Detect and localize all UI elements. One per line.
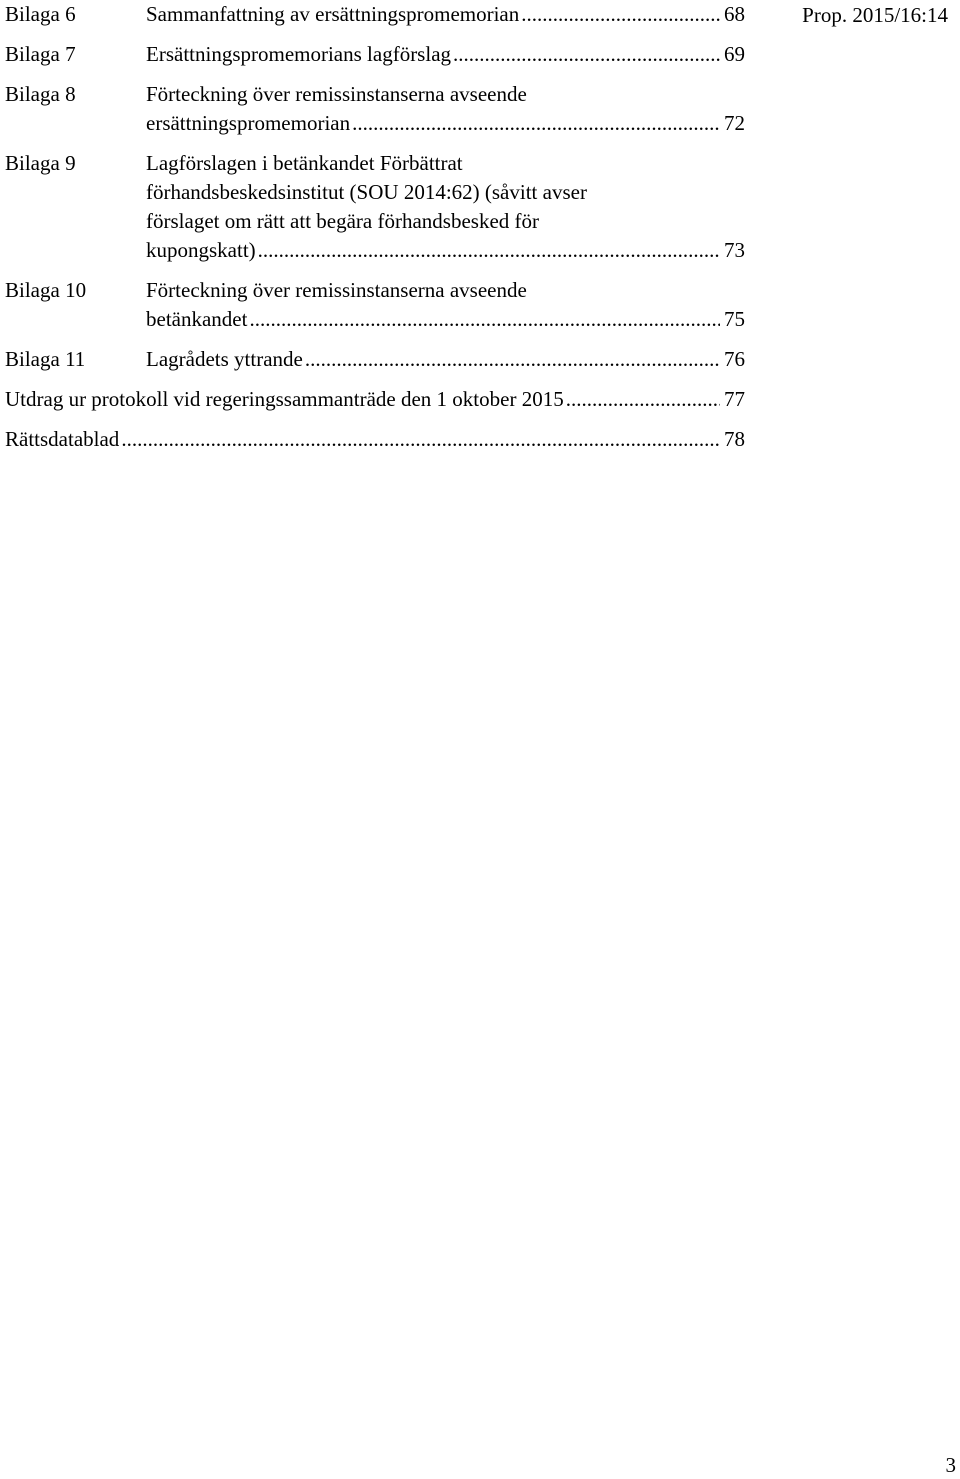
dot-leader: [249, 305, 720, 334]
toc-entry-rattsdatablad[interactable]: [5, 425, 745, 454]
toc-entry-label: Bilaga 6: [5, 2, 76, 26]
dot-leader: [121, 425, 720, 454]
toc-entry-bilaga-7[interactable]: [5, 40, 745, 69]
toc-entry-bilaga-8[interactable]: [5, 80, 745, 138]
page-number: 3: [945, 1453, 956, 1477]
toc-entry-protokoll[interactable]: [5, 385, 745, 414]
dot-leader: [453, 40, 720, 69]
toc-entry-title: Lagrådets yttrande: [146, 347, 303, 371]
toc-entry-label: Bilaga 9: [5, 151, 76, 175]
toc-entry-title-line: ersättningspromemorian: [146, 111, 351, 135]
toc-entry-label: Bilaga 8: [5, 82, 76, 106]
document-reference: Prop. 2015/16:14: [802, 3, 948, 27]
toc-entry-page: 78: [724, 427, 745, 451]
toc-entry-page: 75: [724, 307, 745, 331]
toc-entry-page: 76: [724, 347, 745, 371]
toc-entry-title: Utdrag ur protokoll vid regeringssammanträde den 1 oktober 2015: [5, 387, 564, 411]
toc-entry-title-line: förhandsbeskedsinstitut (SOU 2014:62) (såvitt avser: [146, 180, 587, 204]
dot-leader: [521, 0, 720, 29]
toc-entry-title-line: Lagförslagen i betänkandet Förbättrat: [146, 151, 463, 175]
dot-leader: [566, 385, 720, 414]
toc-entry-title: Ersättningspromemorians lagförslag: [146, 42, 452, 66]
toc-entry-title-line: kupongskatt): [146, 238, 256, 262]
dot-leader: [305, 345, 720, 374]
toc-entry-bilaga-9[interactable]: [5, 149, 745, 265]
toc-entry-label: Bilaga 11: [5, 347, 86, 371]
table-of-contents: [5, 0, 745, 454]
toc-entry-page: 73: [724, 238, 745, 262]
toc-entry-title-line: betänkandet: [146, 307, 248, 331]
toc-entry-bilaga-6[interactable]: [5, 0, 745, 29]
toc-entry-title-line: Förteckning över remissinstanserna avseende: [146, 82, 527, 106]
toc-entry-title-line: förslaget om rätt att begära förhandsbesked för: [146, 209, 540, 233]
toc-entry-page: 68: [724, 2, 745, 26]
toc-entry-title-line: Förteckning över remissinstanserna avseende: [146, 278, 527, 302]
toc-entry-page: 69: [724, 42, 745, 66]
toc-entry-bilaga-10[interactable]: [5, 276, 745, 334]
toc-entry-title: Sammanfattning av ersättningspromemorian: [146, 2, 520, 26]
dot-leader: [352, 109, 720, 138]
toc-entry-label: Bilaga 10: [5, 278, 87, 302]
dot-leader: [258, 236, 720, 265]
toc-entry-page: 77: [724, 387, 745, 411]
toc-entry-label: Bilaga 7: [5, 42, 76, 66]
toc-entry-page: 72: [724, 111, 745, 135]
toc-entry-bilaga-11[interactable]: [5, 345, 745, 374]
toc-entry-title: Rättsdatablad: [5, 427, 120, 451]
